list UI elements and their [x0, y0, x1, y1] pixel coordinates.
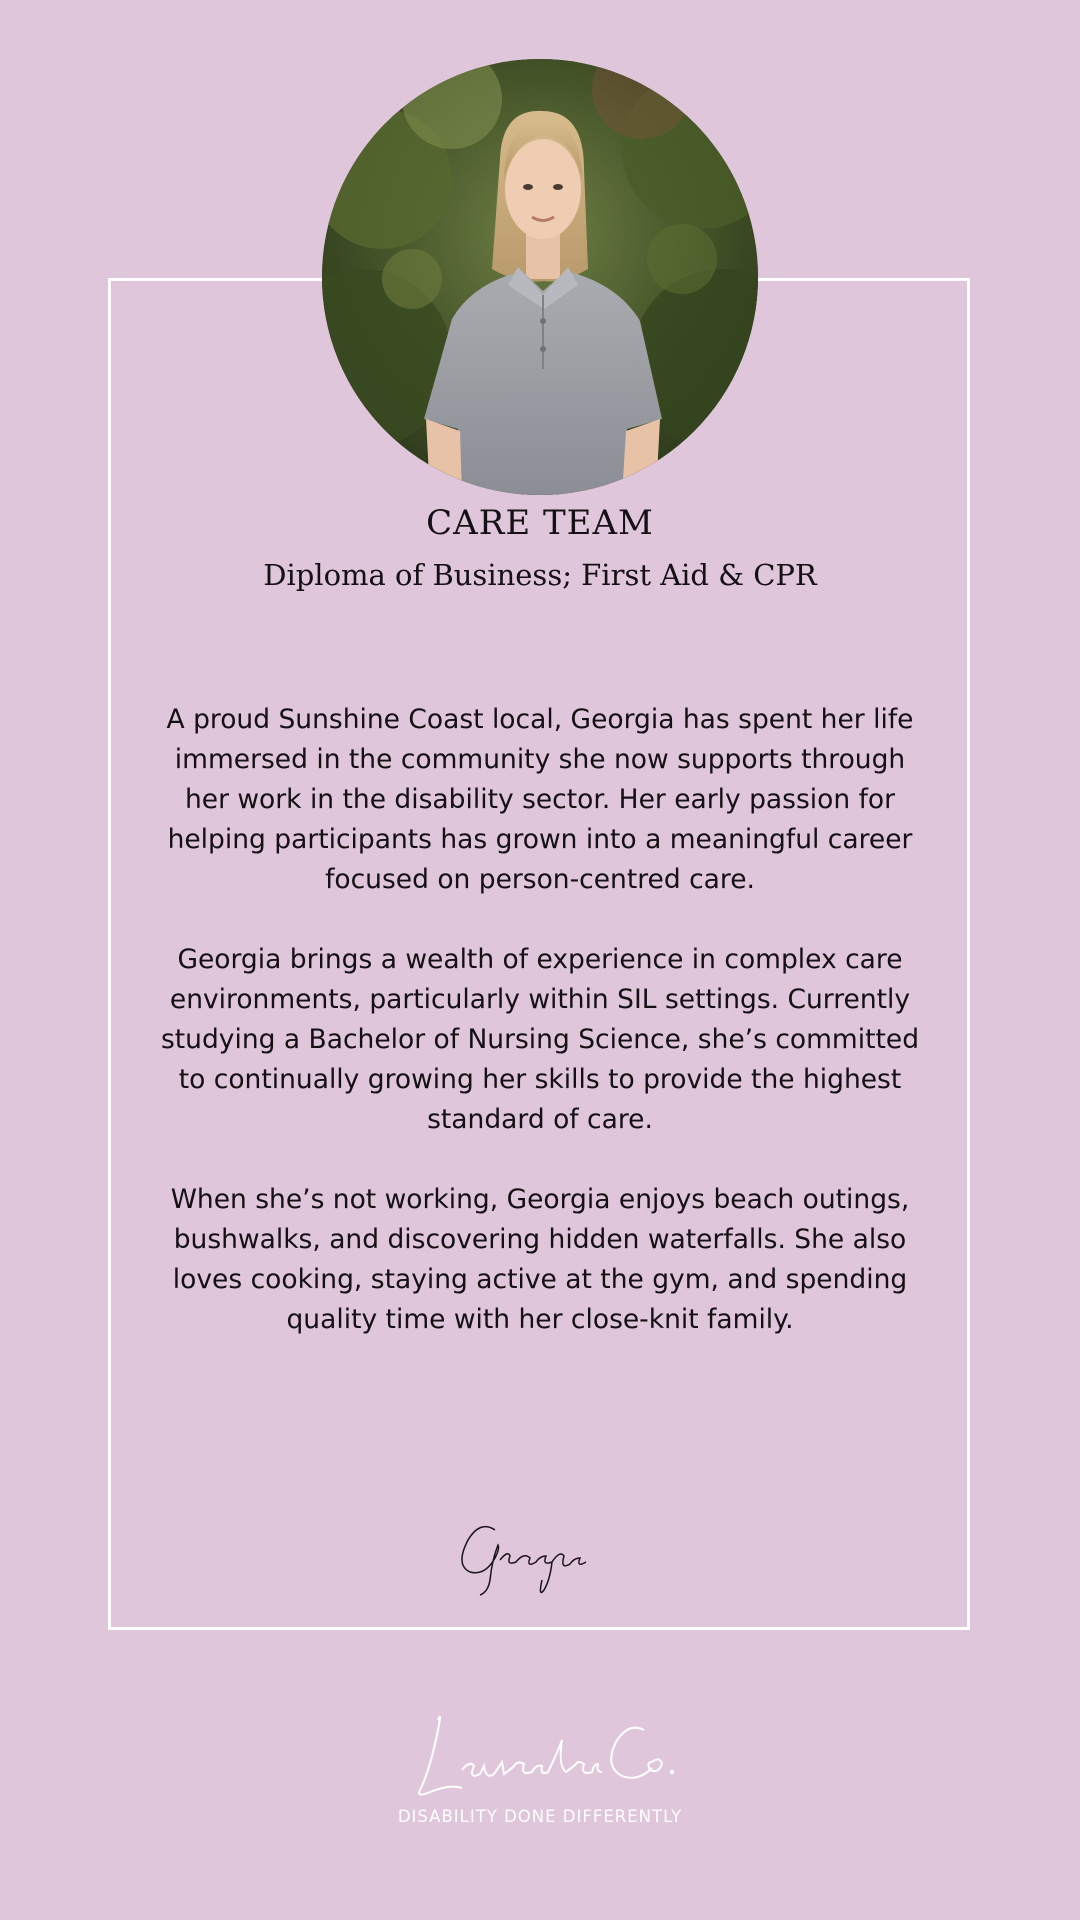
bio-paragraph: Georgia brings a wealth of experience in complex care environments, particularly within SIL settings. Currently studying a Bachelor of Nursing Science, she’s committed to continually growing her skills to provide the highest standard of care.	[160, 944, 920, 1135]
brand-logo	[390, 1700, 690, 1810]
bio-paragraph: When she’s not working, Georgia enjoys beach outings, bushwalks, and discovering hidden waterfalls. She also loves cooking, staying active at the gym, and spending quality time with her close-knit family.	[170, 1184, 910, 1335]
role-title: CARE TEAM	[426, 503, 654, 543]
signature	[440, 1500, 640, 1600]
bio-text	[150, 700, 930, 1380]
staff-portrait-photo	[322, 59, 758, 495]
brand-tagline: DISABILITY DONE DIFFERENTLY	[397, 1807, 683, 1826]
bio-paragraph: A proud Sunshine Coast local, Georgia has spent her life immersed in the community she now supports through her work in the disability sector. Her early passion for helping participants has grown into a meaningful career focused on person-centred care.	[166, 704, 914, 895]
qualifications: Diploma of Business; First Aid & CPR	[263, 558, 817, 592]
